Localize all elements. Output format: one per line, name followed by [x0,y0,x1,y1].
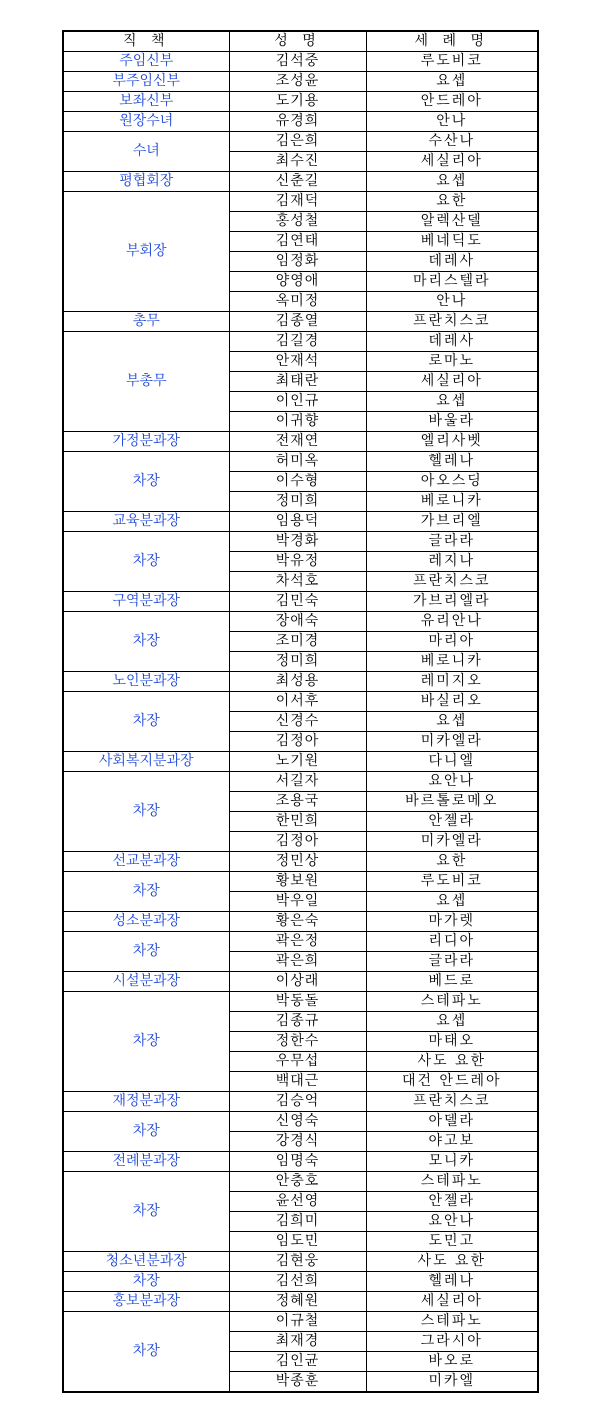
table-row [63,72,538,92]
position-cell: 부회장 [63,192,229,312]
member-name-cell: 이수형 [229,472,366,492]
position-cell: 주임신부 [63,52,229,72]
member-name-cell: 김정아 [229,832,366,852]
member-name-cell: 최재경 [229,1332,366,1352]
baptismal-name-cell: 안드레아 [366,92,538,112]
member-name-cell: 황보원 [229,872,366,892]
baptismal-name-cell: 수산나 [366,132,538,152]
baptismal-name-cell: 알렉산델 [366,212,538,232]
member-name-cell: 신경수 [229,712,366,732]
baptismal-name-cell: 헬레나 [366,452,538,472]
table-row [63,692,538,712]
baptismal-name-cell: 도민고 [366,1232,538,1252]
position-cell: 차장 [63,772,229,852]
header-row [63,31,538,52]
member-name-cell: 곽은정 [229,932,366,952]
member-name-cell: 서길자 [229,772,366,792]
parish-roster-table [62,30,539,1393]
member-name-cell: 김연태 [229,232,366,252]
baptismal-name-cell: 요셉 [366,1012,538,1032]
member-name-cell: 박유정 [229,552,366,572]
position-cell: 차장 [63,1272,229,1292]
table-row [63,672,538,692]
baptismal-name-cell: 다니엘 [366,752,538,772]
position-cell: 사회복지분과장 [63,752,229,772]
member-name-cell: 김인균 [229,1352,366,1372]
table-row [63,452,538,472]
position-cell: 교육분과장 [63,512,229,532]
baptismal-name-cell: 안나 [366,112,538,132]
baptismal-name-cell: 요셉 [366,172,538,192]
position-cell: 차장 [63,992,229,1092]
position-cell: 전례분과장 [63,1152,229,1172]
member-name-cell: 최태란 [229,372,366,392]
member-name-cell: 곽은희 [229,952,366,972]
baptismal-name-cell: 요한 [366,852,538,872]
position-cell: 노인분과장 [63,672,229,692]
member-name-cell: 김재덕 [229,192,366,212]
header-name: 성 명 [229,31,366,52]
table-row [63,1292,538,1312]
baptismal-name-cell: 요셉 [366,72,538,92]
member-name-cell: 김현웅 [229,1252,366,1272]
table-row [63,512,538,532]
table-row [63,752,538,772]
baptismal-name-cell: 세실리아 [366,1292,538,1312]
member-name-cell: 이서후 [229,692,366,712]
baptismal-name-cell: 미카엘라 [366,832,538,852]
table-row [63,1172,538,1192]
position-cell: 차장 [63,692,229,752]
member-name-cell: 임명숙 [229,1152,366,1172]
baptismal-name-cell: 마가렛 [366,912,538,932]
member-name-cell: 김석중 [229,52,366,72]
table-row [63,112,538,132]
table-row [63,992,538,1012]
baptismal-name-cell: 프란치스코 [366,312,538,332]
baptismal-name-cell: 유리안나 [366,612,538,632]
member-name-cell: 최성용 [229,672,366,692]
table-row [63,592,538,612]
member-name-cell: 정민상 [229,852,366,872]
member-name-cell: 박우일 [229,892,366,912]
baptismal-name-cell: 안젤라 [366,812,538,832]
baptismal-name-cell: 데레사 [366,332,538,352]
baptismal-name-cell: 바실리오 [366,692,538,712]
position-cell: 성소분과장 [63,912,229,932]
member-name-cell: 도기용 [229,92,366,112]
member-name-cell: 차석호 [229,572,366,592]
header-position: 직 책 [63,31,229,52]
position-cell: 평협회장 [63,172,229,192]
roster-header [63,31,538,52]
baptismal-name-cell: 바울라 [366,412,538,432]
position-cell: 차장 [63,1112,229,1152]
baptismal-name-cell: 미카엘 [366,1372,538,1393]
table-row [63,1272,538,1292]
member-name-cell: 안충호 [229,1172,366,1192]
baptismal-name-cell: 베드로 [366,972,538,992]
member-name-cell: 이규철 [229,1312,366,1332]
member-name-cell: 홍성철 [229,212,366,232]
position-cell: 수녀 [63,132,229,172]
member-name-cell: 안재석 [229,352,366,372]
baptismal-name-cell: 사도 요한 [366,1252,538,1272]
baptismal-name-cell: 헬레나 [366,1272,538,1292]
member-name-cell: 박경화 [229,532,366,552]
member-name-cell: 백대근 [229,1072,366,1092]
member-name-cell: 조미경 [229,632,366,652]
position-cell: 부주임신부 [63,72,229,92]
table-row [63,532,538,552]
member-name-cell: 황은숙 [229,912,366,932]
table-row [63,432,538,452]
table-row [63,912,538,932]
table-row [63,772,538,792]
table-row [63,1252,538,1272]
baptismal-name-cell: 스테파노 [366,1172,538,1192]
table-row [63,52,538,72]
member-name-cell: 김정아 [229,732,366,752]
position-cell: 청소년분과장 [63,1252,229,1272]
baptismal-name-cell: 프란치스코 [366,572,538,592]
member-name-cell: 김길경 [229,332,366,352]
baptismal-name-cell: 가브리엘 [366,512,538,532]
member-name-cell: 정미희 [229,492,366,512]
baptismal-name-cell: 데레사 [366,252,538,272]
table-row [63,332,538,352]
baptismal-name-cell: 마리스텔라 [366,272,538,292]
member-name-cell: 허미옥 [229,452,366,472]
baptismal-name-cell: 레미지오 [366,672,538,692]
table-row [63,92,538,112]
table-row [63,872,538,892]
baptismal-name-cell: 리디아 [366,932,538,952]
position-cell: 홍보분과장 [63,1292,229,1312]
member-name-cell: 전재연 [229,432,366,452]
position-cell: 차장 [63,452,229,512]
baptismal-name-cell: 루도비코 [366,872,538,892]
table-row [63,852,538,872]
position-cell: 보좌신부 [63,92,229,112]
member-name-cell: 이상래 [229,972,366,992]
member-name-cell: 김종열 [229,312,366,332]
member-name-cell: 정혜원 [229,1292,366,1312]
member-name-cell: 옥미정 [229,292,366,312]
table-row [63,312,538,332]
baptismal-name-cell: 글라라 [366,532,538,552]
member-name-cell: 김종규 [229,1012,366,1032]
baptismal-name-cell: 요안나 [366,1212,538,1232]
position-cell: 차장 [63,612,229,672]
table-row [63,1312,538,1332]
table-row [63,1092,538,1112]
baptismal-name-cell: 요셉 [366,892,538,912]
member-name-cell: 박종훈 [229,1372,366,1393]
header-baptismal-name: 세 례 명 [366,31,538,52]
member-name-cell: 이인규 [229,392,366,412]
member-name-cell: 신영숙 [229,1112,366,1132]
position-cell: 구역분과장 [63,592,229,612]
table-row [63,132,538,152]
position-cell: 차장 [63,1312,229,1393]
baptismal-name-cell: 세실리아 [366,152,538,172]
position-cell: 차장 [63,872,229,912]
table-row [63,1152,538,1172]
baptismal-name-cell: 베네딕도 [366,232,538,252]
member-name-cell: 유경희 [229,112,366,132]
baptismal-name-cell: 요셉 [366,392,538,412]
position-cell: 시설분과장 [63,972,229,992]
baptismal-name-cell: 그라시아 [366,1332,538,1352]
baptismal-name-cell: 프란치스코 [366,1092,538,1112]
baptismal-name-cell: 로마노 [366,352,538,372]
member-name-cell: 신춘길 [229,172,366,192]
position-cell: 차장 [63,932,229,972]
position-cell: 부총무 [63,332,229,432]
baptismal-name-cell: 야고보 [366,1132,538,1152]
baptismal-name-cell: 가브리엘라 [366,592,538,612]
member-name-cell: 정한수 [229,1032,366,1052]
member-name-cell: 김희미 [229,1212,366,1232]
table-row [63,1112,538,1132]
member-name-cell: 김선희 [229,1272,366,1292]
member-name-cell: 임도민 [229,1232,366,1252]
baptismal-name-cell: 스테파노 [366,992,538,1012]
member-name-cell: 장애숙 [229,612,366,632]
member-name-cell: 조성윤 [229,72,366,92]
baptismal-name-cell: 사도 요한 [366,1052,538,1072]
baptismal-name-cell: 아델라 [366,1112,538,1132]
baptismal-name-cell: 미카엘라 [366,732,538,752]
table-row [63,612,538,632]
member-name-cell: 김민숙 [229,592,366,612]
baptismal-name-cell: 모니카 [366,1152,538,1172]
baptismal-name-cell: 안나 [366,292,538,312]
table-row [63,172,538,192]
position-cell: 총무 [63,312,229,332]
position-cell: 원장수녀 [63,112,229,132]
baptismal-name-cell: 마태오 [366,1032,538,1052]
baptismal-name-cell: 바오로 [366,1352,538,1372]
position-cell: 차장 [63,1172,229,1252]
baptismal-name-cell: 요셉 [366,712,538,732]
table-row [63,932,538,952]
member-name-cell: 정미희 [229,652,366,672]
member-name-cell: 노기원 [229,752,366,772]
member-name-cell: 김승억 [229,1092,366,1112]
member-name-cell: 임용덕 [229,512,366,532]
member-name-cell: 우무섭 [229,1052,366,1072]
table-row [63,192,538,212]
baptismal-name-cell: 글라라 [366,952,538,972]
member-name-cell: 강경식 [229,1132,366,1152]
baptismal-name-cell: 바르톨로메오 [366,792,538,812]
member-name-cell: 조용국 [229,792,366,812]
table-row [63,972,538,992]
position-cell: 차장 [63,532,229,592]
baptismal-name-cell: 엘리사벳 [366,432,538,452]
baptismal-name-cell: 베로니카 [366,492,538,512]
baptismal-name-cell: 베로니카 [366,652,538,672]
baptismal-name-cell: 요한 [366,192,538,212]
baptismal-name-cell: 요안나 [366,772,538,792]
baptismal-name-cell: 레지나 [366,552,538,572]
position-cell: 선교분과장 [63,852,229,872]
baptismal-name-cell: 대건 안드레아 [366,1072,538,1092]
member-name-cell: 양영애 [229,272,366,292]
baptismal-name-cell: 아오스딩 [366,472,538,492]
roster-body [63,52,538,1393]
position-cell: 재정분과장 [63,1092,229,1112]
member-name-cell: 최수진 [229,152,366,172]
baptismal-name-cell: 안젤라 [366,1192,538,1212]
member-name-cell: 이귀향 [229,412,366,432]
baptismal-name-cell: 루도비코 [366,52,538,72]
member-name-cell: 임정화 [229,252,366,272]
member-name-cell: 한민희 [229,812,366,832]
member-name-cell: 박동돌 [229,992,366,1012]
baptismal-name-cell: 스테파노 [366,1312,538,1332]
position-cell: 가정분과장 [63,432,229,452]
member-name-cell: 김은희 [229,132,366,152]
member-name-cell: 윤선영 [229,1192,366,1212]
baptismal-name-cell: 마리아 [366,632,538,652]
baptismal-name-cell: 세실리아 [366,372,538,392]
